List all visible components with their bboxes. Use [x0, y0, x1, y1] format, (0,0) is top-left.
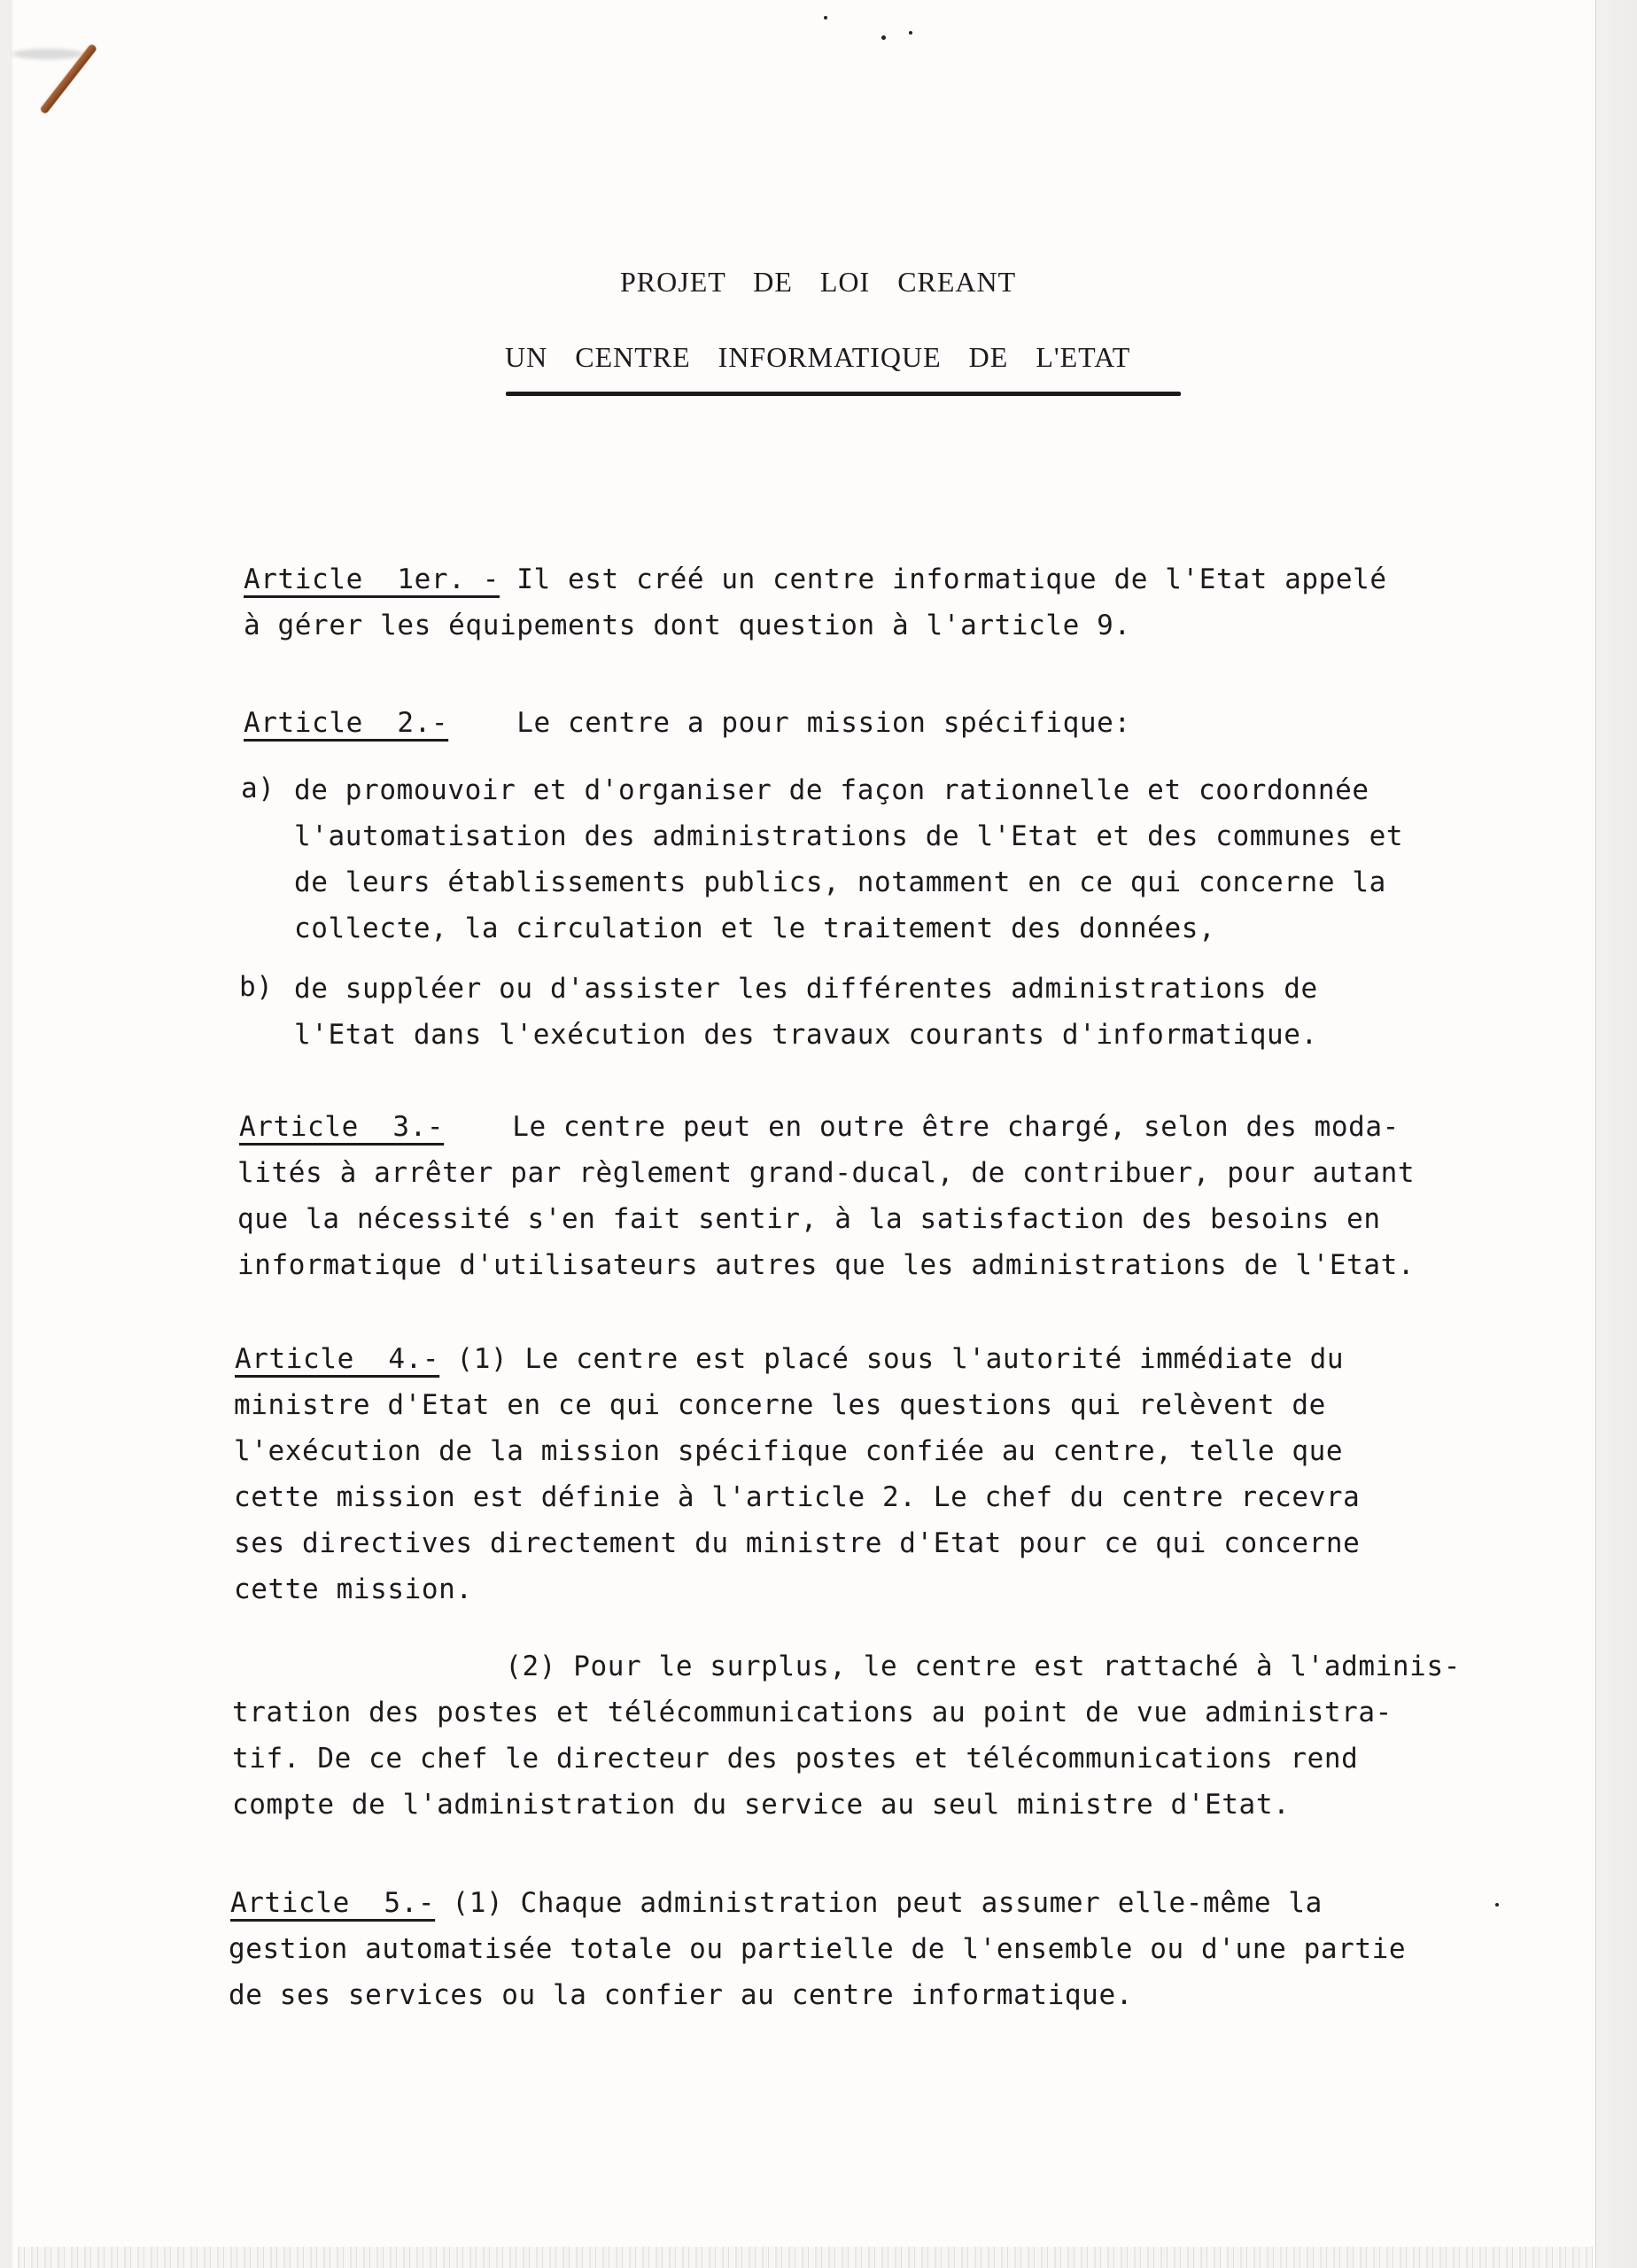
article-3-line: informatique d'utilisateurs autres que les administrations de l'Etat. — [237, 1249, 1416, 1281]
article-2-label: Article 2.- — [244, 707, 449, 739]
speck — [909, 31, 912, 35]
article-5-line: gestion automatisée totale ou partielle de l'ensemble ou d'une partie — [229, 1933, 1407, 1965]
article-2-item-a-line: de leurs établissements publics, notamment en ce qui concerne la — [294, 866, 1386, 898]
article-4-para-2-line: compte de l'administration du service au seul ministre d'Etat. — [232, 1789, 1291, 1821]
article-2-item-b-line: l'Etat dans l'exécution des travaux courants d'informatique. — [294, 1019, 1318, 1051]
article-5-line: de ses services ou la confier au centre informatique. — [229, 1979, 1133, 2011]
article-1-line: Il est créé un centre informatique de l'Etat appelé — [499, 563, 1387, 595]
document-title-line-1: PROJET DE LOI CREANT — [620, 266, 1017, 298]
article-3-line: Le centre peut en outre être chargé, selon des moda- — [444, 1111, 1400, 1143]
article-4-line: (1) Le centre est placé sous l'autorité immédiate du — [439, 1343, 1345, 1375]
article-4-line: ses directives directement du ministre d'Etat pour ce qui concerne — [234, 1527, 1361, 1559]
article-2-item-b-line: de suppléer ou d'assister les différentes administrations de — [294, 973, 1318, 1005]
article-2-item-b-marker: b) — [239, 971, 274, 1003]
article-1 — [244, 556, 1387, 602]
title-underline — [506, 392, 1181, 396]
article-4-line: ministre d'Etat en ce qui concerne les questions qui relèvent de — [234, 1389, 1326, 1421]
document-title-line-2: UN CENTRE INFORMATIQUE DE L'ETAT — [505, 341, 1131, 373]
article-4-line: l'exécution de la mission spécifique confiée au centre, telle que — [234, 1435, 1344, 1467]
ink-smudge — [12, 49, 83, 59]
article-2-intro: Le centre a pour mission spécifique: — [448, 707, 1131, 739]
speck — [1495, 1903, 1499, 1907]
article-2-item-a-marker: a) — [241, 773, 275, 804]
article-4-line: cette mission. — [234, 1573, 473, 1605]
article-4-para-2-line: tif. De ce chef le directeur des postes et télécommunications rend — [232, 1743, 1359, 1775]
article-4-line: cette mission est définie à l'article 2. Le chef du centre recevra — [234, 1481, 1361, 1513]
article-4 — [235, 1336, 1344, 1382]
article-3 — [239, 1104, 1400, 1150]
article-5-line: (1) Chaque administration peut assumer elle-même la — [435, 1887, 1323, 1919]
article-2 — [244, 700, 1131, 746]
article-4-label: Article 4.- — [235, 1343, 440, 1375]
article-2-item-a-line: de promouvoir et d'organiser de façon rationnelle et coordonnée — [294, 774, 1369, 806]
article-2-item-a-line: l'automatisation des administrations de l'Etat et des communes et — [294, 820, 1404, 852]
article-2-item-a-line: collecte, la circulation et le traitement des données, — [294, 913, 1216, 944]
article-3-line: que la nécessité s'en fait sentir, à la satisfaction des besoins en — [237, 1203, 1381, 1235]
article-1-line: à gérer les équipements dont question à l'article 9. — [244, 610, 1131, 641]
article-3-label: Article 3.- — [239, 1111, 445, 1143]
speck — [824, 16, 827, 19]
speck — [881, 35, 886, 40]
article-5-label: Article 5.- — [230, 1887, 436, 1919]
page-left-edge — [0, 0, 12, 2268]
article-4-para-2-line: tration des postes et télécommunications au point de vue administra- — [232, 1697, 1393, 1728]
article-1-label: Article 1er. - — [244, 563, 500, 595]
page-bottom-edge — [18, 2247, 1593, 2268]
page-right-edge — [1595, 0, 1637, 2268]
article-3-line: lités à arrêter par règlement grand-ducal, de contribuer, pour autant — [237, 1157, 1416, 1189]
article-4-para-2-line: (2) Pour le surplus, le centre est rattaché à l'adminis- — [232, 1651, 1461, 1682]
article-5 — [230, 1880, 1323, 1926]
